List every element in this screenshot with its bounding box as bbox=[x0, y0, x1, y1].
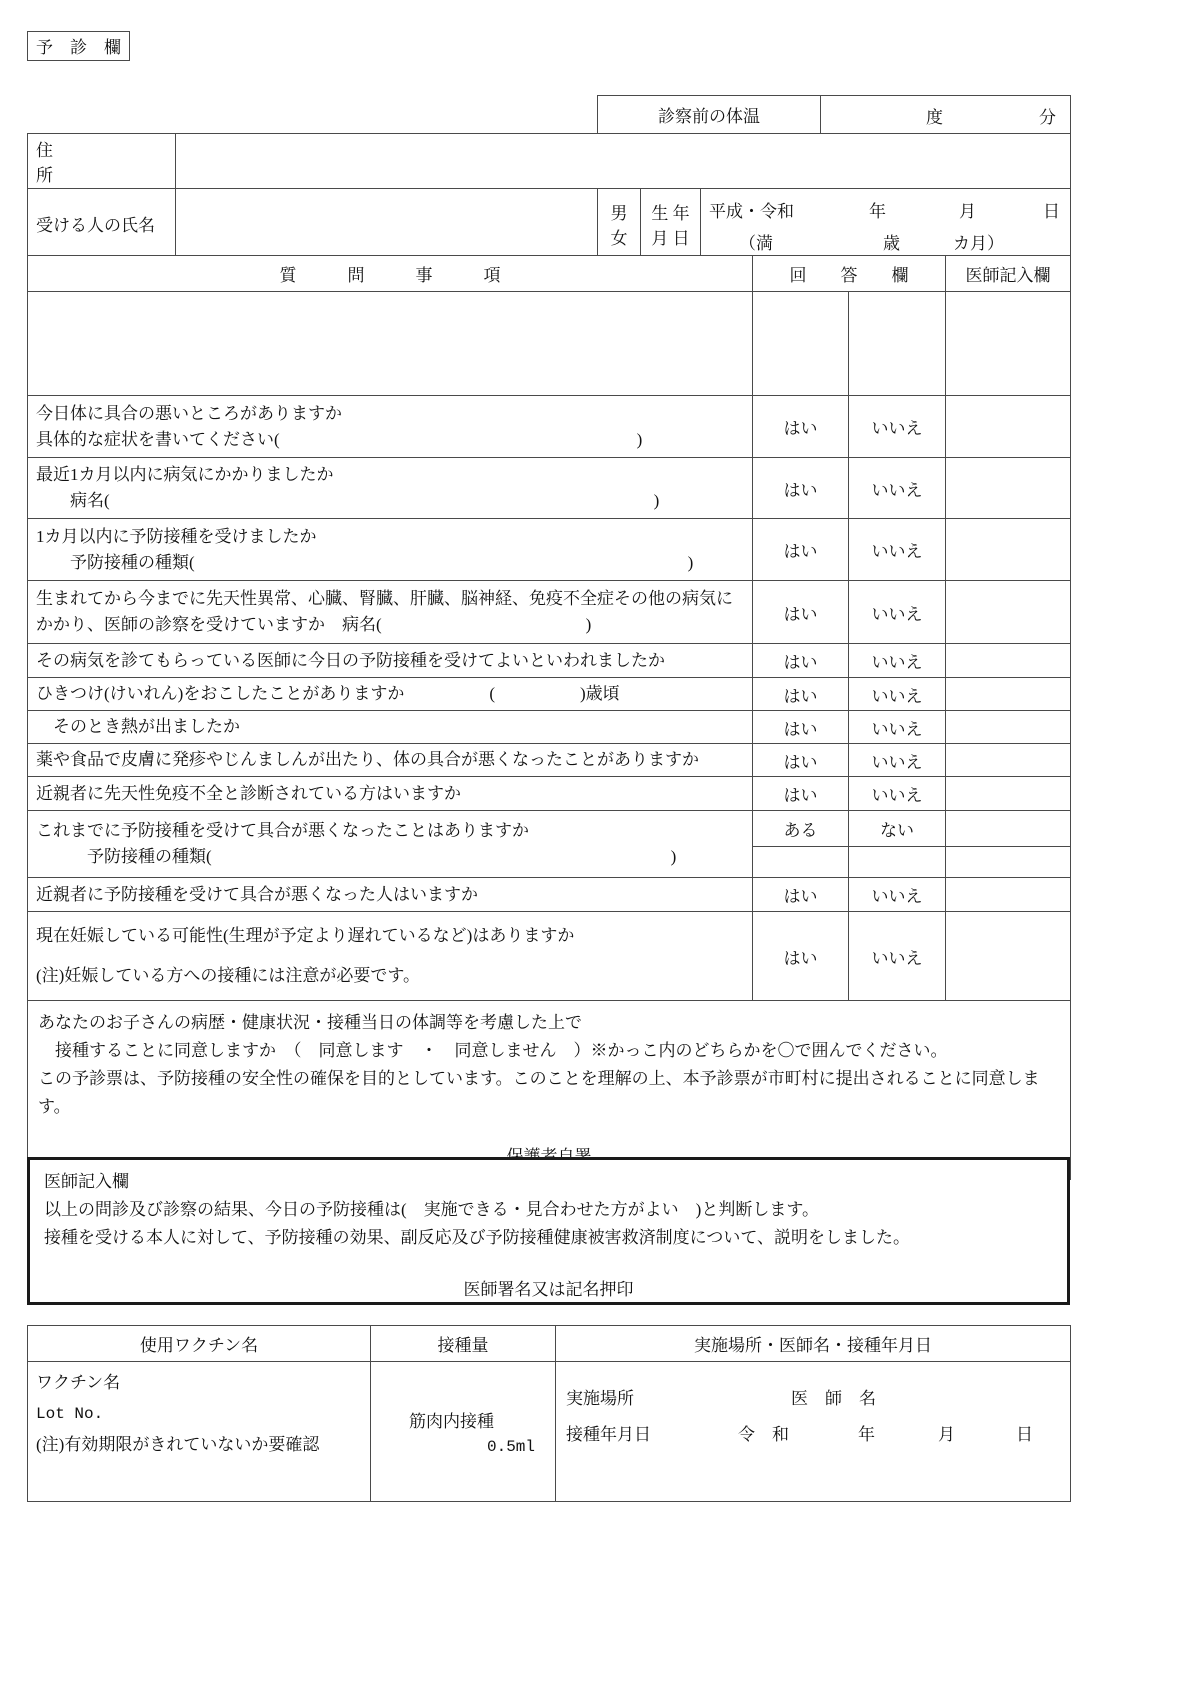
answer-yes-cell[interactable]: はい bbox=[753, 777, 849, 811]
expiry-note: (注)有効期限がきれていないか要確認 bbox=[36, 1435, 320, 1454]
question-table bbox=[27, 255, 1071, 1180]
personal-info-table bbox=[27, 133, 1071, 259]
question-text-cell bbox=[28, 878, 753, 912]
answer-no-cell[interactable]: いいえ bbox=[849, 396, 946, 458]
question-text-cell bbox=[28, 912, 753, 1001]
year-label: 年 bbox=[869, 202, 886, 221]
answer-header: 回 答 欄 bbox=[753, 256, 946, 292]
blank-answer-no-cell[interactable] bbox=[849, 292, 946, 396]
place-label: 実施場所 bbox=[566, 1389, 634, 1408]
doctor-notes-cell[interactable] bbox=[946, 644, 1071, 678]
answer-yes-cell[interactable]: はい bbox=[753, 644, 849, 678]
question-line: 現在妊娠している可能性(生理が予定より遅れているなど)はありますか bbox=[36, 926, 575, 945]
question-text-cell bbox=[28, 581, 753, 644]
answer-sub-cell[interactable] bbox=[849, 847, 946, 878]
dose-cell bbox=[371, 1362, 556, 1502]
vaccination-date-label: 接種年月日 bbox=[566, 1425, 651, 1444]
vaccine-name-header: 使用ワクチン名 bbox=[28, 1326, 371, 1362]
question-line: 今日体に具合の悪いところがありますか bbox=[36, 403, 342, 423]
place-doctor-date-cell[interactable] bbox=[556, 1362, 1071, 1502]
consent-line: この予診票は、予防接種の安全性の確保を目的としています。このことを理解の上、本予診票が市町村に提出されることに同意します。 bbox=[38, 1069, 1040, 1116]
doctor-notes-cell[interactable] bbox=[946, 519, 1071, 581]
blank-question-cell[interactable] bbox=[28, 292, 753, 396]
answer-no-cell[interactable]: いいえ bbox=[849, 678, 946, 711]
question-text-cell bbox=[28, 711, 753, 744]
answer-no-cell[interactable]: いいえ bbox=[849, 711, 946, 744]
doctor-notes-cell[interactable] bbox=[946, 711, 1071, 744]
question-line: 薬や食品で皮膚に発疹やじんましんが出たり、体の具合が悪くなったことがありますか bbox=[36, 750, 699, 769]
address-input-cell[interactable] bbox=[176, 134, 1071, 189]
question-line: ひきつけ(けいれん)をおこしたことがありますか ( )歳頃 bbox=[36, 684, 620, 703]
answer-yes-cell[interactable]: はい bbox=[753, 519, 849, 581]
question-text-cell bbox=[28, 396, 753, 458]
sex-female-option[interactable]: 女 bbox=[610, 228, 628, 248]
doctor-notes-cell[interactable] bbox=[946, 744, 1071, 777]
vaccine-name-label: ワクチン名 bbox=[36, 1373, 121, 1392]
minute-unit-label: 分 bbox=[1039, 108, 1056, 127]
doctor-notes-cell[interactable] bbox=[946, 458, 1071, 519]
day-label: 日 bbox=[1016, 1425, 1033, 1444]
degree-unit-label: 度 bbox=[926, 108, 943, 127]
doctor-notes-cell[interactable] bbox=[946, 678, 1071, 711]
sex-select-cell[interactable] bbox=[598, 189, 641, 259]
answer-yes-cell[interactable]: はい bbox=[753, 458, 849, 519]
question-text-cell bbox=[28, 519, 753, 581]
form-title: 予 診 欄 bbox=[27, 31, 130, 61]
doctor-notes-cell[interactable] bbox=[946, 811, 1071, 847]
question-line: 最近1カ月以内に病気にかかりましたか bbox=[36, 465, 334, 484]
question-header: 質 問 事 項 bbox=[28, 256, 753, 292]
answer-yes-cell[interactable]: はい bbox=[753, 912, 849, 1001]
question-line: 具体的な症状を書いてください( ) bbox=[36, 429, 643, 449]
answer-yes-cell[interactable]: はい bbox=[753, 711, 849, 744]
question-line: 1カ月以内に予防接種を受けましたか bbox=[36, 526, 317, 546]
temperature-table bbox=[597, 95, 1071, 134]
doctor-box-title: 医師記入欄 bbox=[44, 1172, 129, 1191]
vaccine-table bbox=[27, 1325, 1071, 1502]
question-line: その病気を診てもらっている医師に今日の予防接種を受けてよいといわれましたか bbox=[36, 650, 665, 670]
doctor-signature-label[interactable]: 医師署名又は記名押印 bbox=[463, 1280, 634, 1299]
question-text-cell bbox=[28, 678, 753, 711]
answer-no-cell[interactable]: いいえ bbox=[849, 581, 946, 644]
age-open-label: （満 bbox=[739, 234, 773, 253]
doctor-notes-cell[interactable] bbox=[946, 878, 1071, 912]
month-label: 月 bbox=[959, 202, 976, 221]
answer-no-cell[interactable]: いいえ bbox=[849, 458, 946, 519]
answer-yes-cell[interactable]: はい bbox=[753, 581, 849, 644]
doctor-box-line: 以上の問診及び診察の結果、今日の予防接種は( 実施できる・見合わせた方がよい )と判断します。 bbox=[44, 1200, 819, 1219]
question-line: 病名( ) bbox=[36, 491, 660, 510]
answer-yes-cell[interactable]: はい bbox=[753, 744, 849, 777]
vaccine-name-cell[interactable] bbox=[28, 1362, 371, 1502]
month-label: 月 bbox=[938, 1425, 955, 1444]
doctor-column-header: 医師記入欄 bbox=[946, 256, 1071, 292]
year-label: 年 bbox=[858, 1425, 875, 1444]
blank-answer-yes-cell[interactable] bbox=[753, 292, 849, 396]
doctor-entry-box bbox=[27, 1157, 1070, 1305]
answer-sub-cell[interactable] bbox=[753, 847, 849, 878]
address-label: 住 所 bbox=[28, 134, 176, 189]
answer-no-cell[interactable]: ない bbox=[849, 811, 946, 847]
doctor-box-line: 接種を受ける本人に対して、予防接種の効果、副反応及び予防接種健康被害救済制度について、説明をしました。 bbox=[44, 1228, 910, 1247]
answer-no-cell[interactable]: いいえ bbox=[849, 878, 946, 912]
answer-yes-cell[interactable]: ある bbox=[753, 811, 849, 847]
place-header: 実施場所・医師名・接種年月日 bbox=[556, 1326, 1071, 1362]
doctor-notes-cell[interactable] bbox=[946, 912, 1071, 1001]
answer-no-cell[interactable]: いいえ bbox=[849, 777, 946, 811]
blank-doctor-cell[interactable] bbox=[946, 292, 1071, 396]
answer-yes-cell[interactable]: はい bbox=[753, 678, 849, 711]
age-years-label: 歳 bbox=[883, 234, 900, 253]
question-line: 生まれてから今までに先天性異常、心臓、腎臓、肝臓、脳神経、免疫不全症その他の病気に bbox=[36, 589, 733, 608]
answer-yes-cell[interactable]: はい bbox=[753, 878, 849, 912]
consent-section bbox=[28, 1001, 1071, 1180]
answer-no-cell[interactable]: いいえ bbox=[849, 744, 946, 777]
answer-yes-cell[interactable]: はい bbox=[753, 396, 849, 458]
question-text-cell bbox=[28, 744, 753, 777]
question-text-cell bbox=[28, 777, 753, 811]
birthdate-label-cell bbox=[641, 189, 701, 259]
question-note-line: (注)妊娠している方への接種には注意が必要です。 bbox=[36, 966, 420, 985]
question-line: そのとき熱が出ましたか bbox=[36, 717, 240, 736]
doctor-notes-cell[interactable] bbox=[946, 396, 1071, 458]
answer-no-cell[interactable]: いいえ bbox=[849, 519, 946, 581]
answer-no-cell[interactable]: いいえ bbox=[849, 644, 946, 678]
question-line: 近親者に予防接種を受けて具合が悪くなった人はいますか bbox=[36, 884, 478, 904]
question-line: 近親者に先天性免疫不全と診断されている方はいますか bbox=[36, 783, 461, 803]
era-label: 平成・令和 bbox=[709, 202, 794, 221]
lot-number-label[interactable]: Lot No. bbox=[36, 1405, 104, 1423]
age-months-label: カ月） bbox=[953, 234, 1004, 253]
recipient-name-label: 受ける人の氏名 bbox=[28, 189, 176, 259]
question-line: これまでに予防接種を受けて具合が悪くなったことはありますか bbox=[36, 821, 529, 840]
doctor-notes-cell[interactable] bbox=[946, 847, 1071, 878]
sex-male-option[interactable]: 男 bbox=[610, 203, 628, 223]
consent-line: あなたのお子さんの病歴・健康状況・接種当日の体調等を考慮した上で bbox=[38, 1013, 582, 1032]
answer-no-cell[interactable]: いいえ bbox=[849, 912, 946, 1001]
injection-route-label: 筋肉内接種 bbox=[409, 1412, 494, 1431]
birthdate-input-cell[interactable] bbox=[701, 189, 1071, 259]
question-line: 予防接種の種類( ) bbox=[36, 552, 694, 572]
temperature-value-cell[interactable] bbox=[821, 96, 1071, 134]
dose-amount-label: 0.5ml bbox=[486, 1438, 535, 1456]
recipient-name-input-cell[interactable] bbox=[176, 189, 598, 259]
question-text-cell bbox=[28, 644, 753, 678]
consent-line: 接種することに同意しますか （ 同意します ・ 同意しません ）※かっこ内のどちらかを〇で囲んでください。 bbox=[38, 1041, 948, 1060]
temperature-label: 診察前の体温 bbox=[598, 96, 821, 134]
doctor-notes-cell[interactable] bbox=[946, 777, 1071, 811]
day-label: 日 bbox=[1043, 202, 1060, 221]
question-line: 予防接種の種類( ) bbox=[36, 847, 677, 866]
doctor-notes-cell[interactable] bbox=[946, 581, 1071, 644]
birthdate-label-line2: 月 日 bbox=[651, 228, 690, 248]
question-line: かかり、医師の診察を受けていますか 病名( ) bbox=[36, 615, 592, 634]
question-text-cell bbox=[28, 458, 753, 519]
reiwa-era-label: 令 和 bbox=[738, 1425, 789, 1444]
doctor-name-label: 医 師 名 bbox=[791, 1389, 876, 1408]
dose-header: 接種量 bbox=[371, 1326, 556, 1362]
birthdate-label-line1: 生 年 bbox=[651, 203, 690, 223]
question-text-cell bbox=[28, 811, 753, 878]
